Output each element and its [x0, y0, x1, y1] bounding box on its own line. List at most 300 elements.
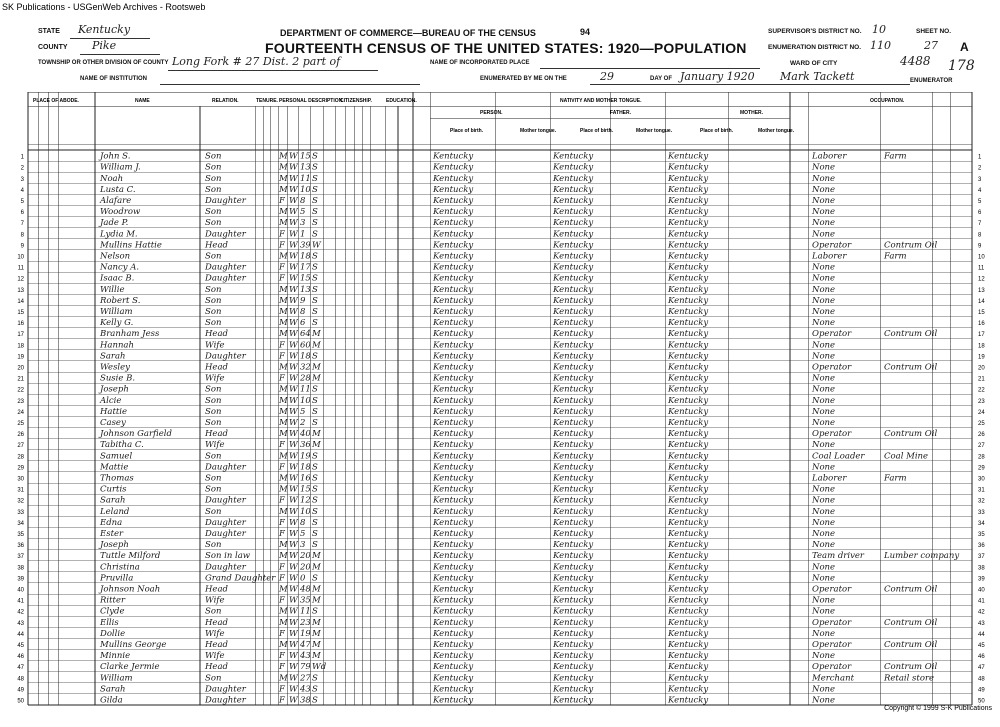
row-number-right: 44	[978, 631, 985, 638]
age: 39	[300, 240, 311, 251]
mother-birth-place: Kentucky	[668, 307, 709, 317]
sex: M	[279, 540, 288, 551]
race: W	[289, 606, 298, 617]
row-number-right: 49	[978, 687, 985, 694]
row-number-left: 36	[17, 543, 24, 550]
row-number-right: 43	[978, 620, 985, 627]
race: W	[289, 517, 298, 528]
person-name: Pruvilla	[100, 573, 134, 584]
enumeration-value: 110	[870, 39, 891, 52]
sex: M	[279, 473, 288, 484]
industry: Contrum Oil	[884, 617, 938, 628]
mother-birth-place: Kentucky	[668, 162, 709, 173]
relation: Son	[205, 473, 222, 484]
marital-status: S	[312, 606, 318, 617]
section-personal: PERSONAL DESCRIPTION.	[279, 98, 344, 104]
mother-birth-place: Kentucky	[668, 340, 709, 351]
row-number-left: 9	[20, 243, 24, 250]
birth-place: Kentucky	[433, 384, 474, 395]
row-number-right: 10	[978, 254, 985, 261]
supervisor-label: SUPERVISOR'S DISTRICT NO.	[768, 28, 862, 35]
marital-status: S	[312, 307, 318, 317]
sex: M	[279, 673, 288, 684]
row-number-right: 17	[978, 332, 985, 339]
race: W	[289, 384, 298, 395]
race: W	[289, 173, 298, 184]
person-name: Noah	[100, 173, 124, 184]
marital-status: M	[312, 329, 321, 340]
occupation: None	[812, 506, 836, 517]
page-stamp: 4488	[900, 54, 931, 68]
occupation: None	[812, 173, 836, 184]
marital-status: S	[312, 462, 318, 473]
age: 28	[300, 373, 311, 384]
occupation: None	[812, 462, 836, 473]
person-name: Gilda	[100, 695, 123, 706]
sex: F	[279, 517, 285, 528]
relation: Son	[205, 484, 222, 495]
relation: Son	[205, 151, 222, 162]
father-birth-place: Kentucky	[553, 273, 594, 284]
sex: F	[279, 695, 285, 706]
marital-status: M	[312, 362, 321, 373]
row-number-right: 2	[978, 165, 982, 172]
relation: Head	[205, 362, 228, 373]
birth-place: Kentucky	[433, 662, 474, 673]
sex: F	[279, 440, 285, 451]
age: 35	[300, 595, 311, 606]
person-name: Hattie	[100, 406, 128, 417]
enumerated-day: 29	[600, 70, 614, 83]
race: W	[289, 295, 298, 306]
race: W	[289, 640, 298, 650]
marital-status: M	[312, 640, 321, 650]
race: W	[289, 551, 298, 562]
mother-birth-place: Kentucky	[668, 595, 709, 606]
age: 18	[300, 462, 311, 473]
race: W	[289, 529, 298, 539]
age: 43	[300, 684, 311, 695]
supervisor-value: 10	[872, 23, 886, 36]
relation: Wife	[205, 595, 225, 606]
age: 3	[300, 540, 306, 551]
person-name: Alcie	[100, 395, 122, 406]
mother-birth-place: Kentucky	[668, 273, 709, 284]
occupation: None	[812, 695, 836, 706]
occupation: None	[812, 651, 836, 662]
row-number-left: 3	[20, 176, 24, 183]
marital-status: S	[312, 262, 318, 273]
sheet-label: SHEET NO.	[916, 28, 952, 35]
occupation: None	[812, 406, 836, 417]
age: 40	[300, 429, 311, 440]
age: 5	[300, 406, 306, 417]
row-number-left: 42	[17, 609, 24, 616]
race: W	[289, 429, 298, 440]
age: 10	[300, 506, 311, 517]
row-number-left: 24	[17, 409, 24, 416]
enumerator-value: Mark Tackett	[780, 70, 855, 83]
sex: M	[279, 184, 288, 195]
row-number-left: 39	[17, 576, 24, 583]
occupation: Operator	[812, 240, 852, 251]
birth-place: Kentucky	[433, 517, 474, 528]
occupation: None	[812, 628, 836, 639]
relation: Son	[205, 506, 222, 517]
age: 10	[300, 395, 311, 406]
section-father: FATHER.	[610, 110, 632, 116]
occupation: None	[812, 606, 836, 617]
birth-place: Kentucky	[433, 318, 474, 329]
race: W	[289, 562, 298, 573]
sex: M	[279, 551, 288, 562]
sex: M	[279, 295, 288, 306]
sex: F	[279, 373, 285, 384]
row-number-left: 47	[17, 665, 24, 672]
age: 19	[300, 451, 311, 462]
birth-place: Kentucky	[433, 207, 474, 218]
person-name: Johnson Garfield	[100, 429, 172, 440]
age: 19	[300, 628, 311, 639]
row-number-left: 16	[17, 321, 24, 328]
marital-status: S	[312, 495, 318, 506]
relation: Head	[205, 240, 228, 251]
row-number-right: 16	[978, 321, 985, 328]
industry: Farm	[884, 473, 907, 484]
person-name: Tuttle Milford	[100, 551, 161, 562]
row-number-left: 38	[17, 565, 24, 572]
sex: F	[279, 595, 285, 606]
section-mother: MOTHER.	[740, 110, 764, 116]
father-birth-place: Kentucky	[553, 573, 594, 584]
marital-status: S	[312, 184, 318, 195]
row-number-left: 32	[17, 498, 24, 505]
birth-place: Kentucky	[433, 684, 474, 695]
age: 8	[300, 307, 306, 317]
relation: Son	[205, 218, 222, 229]
race: W	[289, 329, 298, 340]
person-name: Christina	[100, 562, 140, 573]
father-birth-place: Kentucky	[553, 562, 594, 573]
row-number-right: 34	[978, 520, 985, 527]
birth-place: Kentucky	[433, 484, 474, 495]
mother-birth-place: Kentucky	[668, 373, 709, 384]
sex: M	[279, 307, 288, 317]
mother-birth-place: Kentucky	[668, 684, 709, 695]
state-value: Kentucky	[78, 23, 131, 36]
institution-label: NAME OF INSTITUTION	[80, 76, 147, 82]
relation: Daughter	[205, 196, 246, 206]
father-birth-place: Kentucky	[553, 484, 594, 495]
relation: Son	[205, 173, 222, 184]
enumerator-underline	[590, 84, 910, 85]
father-birth-place: Kentucky	[553, 673, 594, 684]
occupation: None	[812, 196, 836, 206]
race: W	[289, 406, 298, 417]
age: 15	[300, 484, 311, 495]
mother-birth-place: Kentucky	[668, 406, 709, 417]
age: 32	[300, 362, 311, 373]
mother-birth-place: Kentucky	[668, 384, 709, 395]
person-name: Susie B.	[100, 373, 136, 384]
relation: Wife	[205, 440, 225, 451]
race: W	[289, 229, 298, 240]
industry: Farm	[884, 151, 907, 162]
row-number-left: 7	[20, 221, 24, 228]
mother-birth-place: Kentucky	[668, 229, 709, 240]
row-number-right: 39	[978, 576, 985, 583]
occupation: Operator	[812, 662, 852, 673]
father-birth-place: Kentucky	[553, 429, 594, 440]
row-number-right: 28	[978, 454, 985, 461]
father-birth-place: Kentucky	[553, 506, 594, 517]
occupation: Operator	[812, 640, 852, 650]
relation: Daughter	[205, 517, 246, 528]
county-value: Pike	[92, 39, 117, 52]
age: 12	[300, 495, 311, 506]
race: W	[289, 584, 298, 595]
occupation: None	[812, 295, 836, 306]
father-birth-place: Kentucky	[553, 651, 594, 662]
occupation: None	[812, 484, 836, 495]
race: W	[289, 540, 298, 551]
relation: Son	[205, 395, 222, 406]
tongue-mother: Mother tongue.	[758, 128, 795, 134]
month-value: January 1920	[680, 70, 755, 83]
sex: M	[279, 173, 288, 184]
mother-birth-place: Kentucky	[668, 196, 709, 206]
section-nativity: NATIVITY AND MOTHER TONGUE.	[560, 98, 642, 104]
person-name: Alafare	[100, 196, 132, 206]
person-name: Tabitha C.	[100, 440, 144, 451]
occupation: Laborer	[812, 473, 847, 484]
person-name: Mullins Hattie	[100, 240, 162, 251]
race: W	[289, 451, 298, 462]
row-number-left: 34	[17, 520, 24, 527]
row-number-right: 42	[978, 609, 985, 616]
birth-place: Kentucky	[433, 429, 474, 440]
mother-birth-place: Kentucky	[668, 240, 709, 251]
relation: Son	[205, 451, 222, 462]
marital-status: S	[312, 351, 318, 362]
birth-place: Kentucky	[433, 562, 474, 573]
race: W	[289, 273, 298, 284]
relation: Grand Daughter	[205, 573, 276, 584]
relation: Head	[205, 617, 228, 628]
mother-birth-place: Kentucky	[668, 451, 709, 462]
mother-birth-place: Kentucky	[668, 506, 709, 517]
race: W	[289, 673, 298, 684]
industry: Contrum Oil	[884, 584, 938, 595]
marital-status: M	[312, 628, 321, 639]
sex: M	[279, 606, 288, 617]
father-birth-place: Kentucky	[553, 351, 594, 362]
race: W	[289, 573, 298, 584]
enumerated-label: ENUMERATED BY ME ON THE	[480, 76, 567, 82]
birth-place: Kentucky	[433, 229, 474, 240]
marital-status: S	[312, 484, 318, 495]
row-number-left: 49	[17, 687, 24, 694]
age: 15	[300, 273, 311, 284]
occupation: Operator	[812, 329, 852, 340]
row-number-left: 30	[17, 476, 24, 483]
corner-stamp: 178	[948, 58, 975, 74]
birth-place: Kentucky	[433, 184, 474, 195]
row-number-left: 35	[17, 532, 24, 538]
relation: Son	[205, 418, 222, 428]
person-name: Mattie	[100, 462, 129, 473]
person-name: Branham Jess	[100, 329, 160, 340]
birth-place: Kentucky	[433, 218, 474, 229]
birth-place: Kentucky	[433, 162, 474, 173]
person-name: Robert S.	[100, 295, 141, 306]
sex: F	[279, 684, 285, 695]
race: W	[289, 484, 298, 495]
occupation: None	[812, 495, 836, 506]
enumerator-label: ENUMERATOR	[910, 78, 953, 84]
person-name: Jade P.	[100, 218, 129, 229]
row-number-left: 17	[17, 332, 24, 339]
father-birth-place: Kentucky	[553, 551, 594, 562]
marital-status: S	[312, 540, 318, 551]
occupation: None	[812, 218, 836, 229]
occupation: None	[812, 307, 836, 317]
row-number-left: 19	[17, 354, 24, 361]
birth-place: Kentucky	[433, 273, 474, 284]
age: 10	[300, 184, 311, 195]
age: 2	[300, 418, 306, 428]
birth-place: Kentucky	[433, 617, 474, 628]
section-occupation: OCCUPATION.	[870, 98, 905, 104]
occupation: None	[812, 229, 836, 240]
person-name: Sarah	[100, 351, 126, 362]
father-birth-place: Kentucky	[553, 451, 594, 462]
form-code: 94	[580, 27, 591, 37]
row-number-left: 43	[17, 620, 24, 627]
father-birth-place: Kentucky	[553, 440, 594, 451]
mother-birth-place: Kentucky	[668, 429, 709, 440]
marital-status: S	[312, 406, 318, 417]
birth-place: Kentucky	[433, 307, 474, 317]
sex: M	[279, 251, 288, 262]
industry: Contrum Oil	[884, 240, 938, 251]
relation: Head	[205, 429, 228, 440]
sex: M	[279, 406, 288, 417]
father-birth-place: Kentucky	[553, 384, 594, 395]
sex: F	[279, 229, 285, 240]
age: 43	[300, 651, 311, 662]
sex: F	[279, 573, 285, 584]
row-number-right: 24	[978, 409, 985, 416]
father-birth-place: Kentucky	[553, 151, 594, 162]
person-name: Willie	[100, 284, 125, 295]
row-number-left: 33	[17, 509, 24, 516]
age: 48	[300, 584, 311, 595]
race: W	[289, 207, 298, 218]
age: 20	[300, 551, 311, 562]
birth-place: Kentucky	[433, 440, 474, 451]
row-number-left: 14	[17, 298, 24, 305]
race: W	[289, 418, 298, 428]
industry: Contrum Oil	[884, 662, 938, 673]
row-number-right: 13	[978, 287, 985, 294]
father-birth-place: Kentucky	[553, 295, 594, 306]
race: W	[289, 196, 298, 206]
person-name: Curtis	[100, 484, 127, 495]
section-citizenship: CITIZENSHIP.	[340, 98, 372, 104]
industry: Contrum Oil	[884, 329, 938, 340]
township-underline	[168, 70, 378, 71]
relation: Daughter	[205, 684, 246, 695]
marital-status: S	[312, 529, 318, 539]
sex: M	[279, 207, 288, 218]
birth-place: Kentucky	[433, 240, 474, 251]
birth-place: Kentucky	[433, 573, 474, 584]
race: W	[289, 373, 298, 384]
sex: M	[279, 151, 288, 162]
row-number-left: 23	[17, 398, 24, 405]
relation: Son	[205, 184, 222, 195]
father-birth-place: Kentucky	[553, 517, 594, 528]
mother-birth-place: Kentucky	[668, 529, 709, 539]
age: 27	[300, 673, 311, 684]
occupation: None	[812, 207, 836, 218]
age: 36	[300, 440, 311, 451]
row-number-right: 9	[978, 243, 982, 250]
occupation: Operator	[812, 617, 852, 628]
age: 64	[300, 329, 311, 340]
marital-status: S	[312, 207, 318, 218]
row-number-left: 40	[17, 587, 24, 594]
race: W	[289, 462, 298, 473]
person-name: William	[100, 673, 133, 684]
race: W	[289, 151, 298, 162]
age: 3	[300, 218, 306, 229]
row-number-left: 6	[20, 210, 24, 217]
birth-place: Kentucky	[433, 151, 474, 162]
person-name: Johnson Noah	[100, 584, 161, 595]
county-label: COUNTY	[38, 44, 68, 51]
sex: M	[279, 506, 288, 517]
occupation: None	[812, 373, 836, 384]
mother-birth-place: Kentucky	[668, 673, 709, 684]
father-birth-place: Kentucky	[553, 695, 594, 706]
relation: Son	[205, 284, 222, 295]
person-name: William	[100, 307, 133, 317]
row-number-left: 27	[17, 443, 24, 450]
mother-birth-place: Kentucky	[668, 295, 709, 306]
row-number-right: 26	[978, 432, 985, 439]
marital-status: S	[312, 684, 318, 695]
father-birth-place: Kentucky	[553, 584, 594, 595]
census-title: FOURTEENTH CENSUS OF THE UNITED STATES: 1920—POPULATION	[265, 40, 747, 56]
sex: F	[279, 273, 285, 284]
person-name: Hannah	[100, 340, 134, 351]
race: W	[289, 307, 298, 317]
person-name: William J.	[100, 162, 141, 173]
census-table	[0, 92, 1000, 722]
sheet-number: 27	[924, 39, 938, 52]
relation: Wife	[205, 628, 225, 639]
occupation: None	[812, 162, 836, 173]
copyright-footer: Copyright © 1999 S-K Publications	[884, 705, 992, 712]
industry: Farm	[884, 251, 907, 262]
sex: M	[279, 484, 288, 495]
row-number-left: 50	[17, 698, 24, 705]
occupation: None	[812, 529, 836, 539]
mother-birth-place: Kentucky	[668, 551, 709, 562]
birth-place: Kentucky	[433, 540, 474, 551]
